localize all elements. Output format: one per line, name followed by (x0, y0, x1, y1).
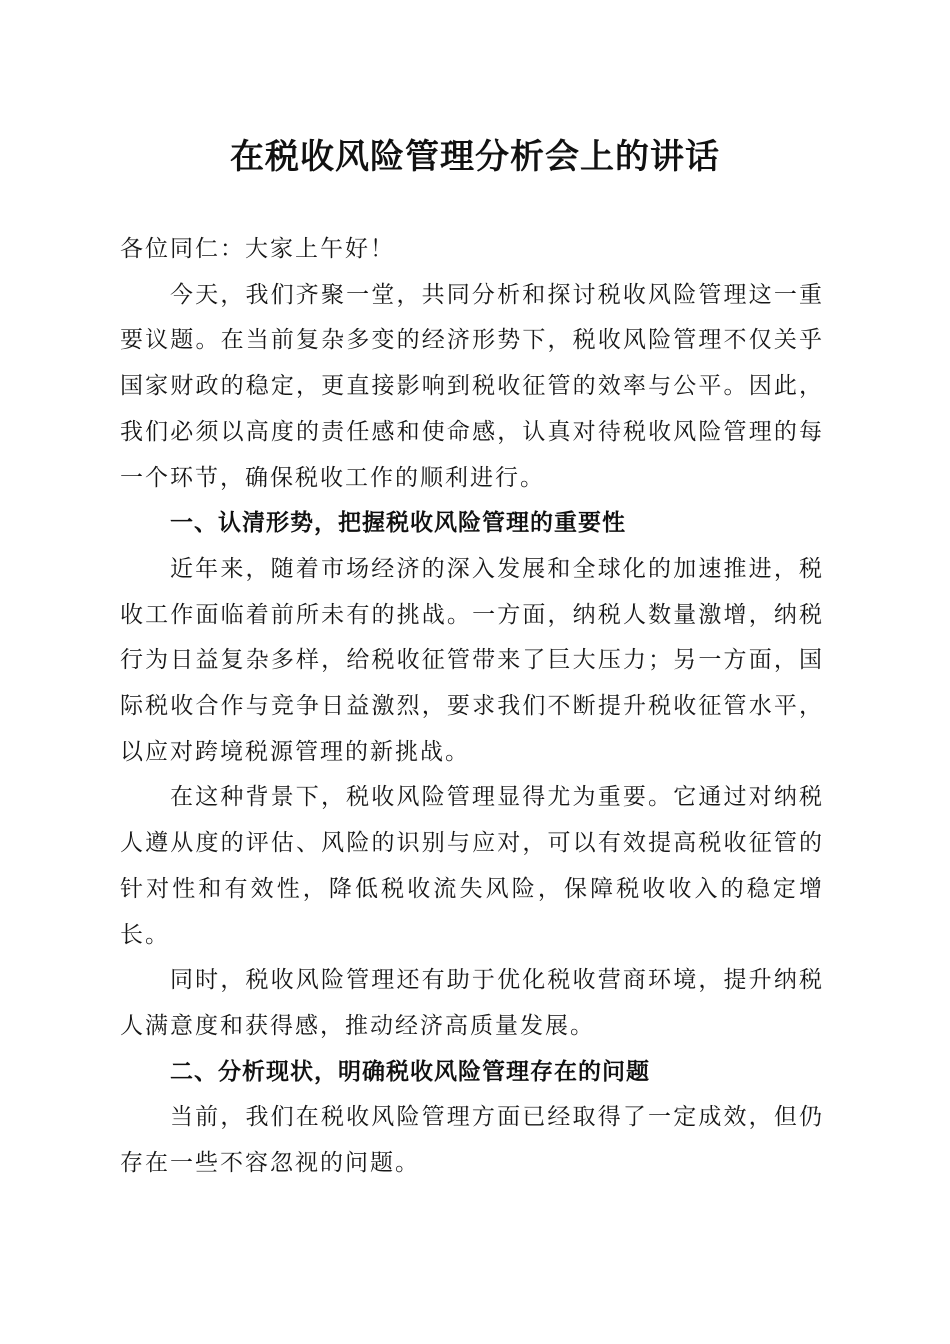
greeting: 各位同仁：大家上午好！ (120, 236, 395, 262)
paragraph-3: 同时，税收风险管理还有助于优化税收营商环境，提升纳税人满意度和获得感，推动经济高质量发展。 (120, 967, 824, 1039)
paragraph-1: 近年来，随着市场经济的深入发展和全球化的加速推进，税收工作面临着前所未有的挑战。一方面，纳税人数量激增，纳税行为日益复杂多样，给税收征管带来了巨大压力；另一方面，国际税收合作与竞争日益激烈，要求我们不断提升税收征管水平，以应对跨境税源管理的新挑战。 (120, 555, 824, 765)
paragraph-intro: 今天，我们齐聚一堂，共同分析和探讨税收风险管理这一重要议题。在当前复杂多变的经济形势下，税收风险管理不仅关乎国家财政的稳定，更直接影响到税收征管的效率与公平。因此，我们必须以高度的责任感和使命感，认真对待税收风险管理的每一个环节，确保税收工作的顺利进行。 (120, 281, 824, 491)
document-body (120, 227, 824, 1187)
paragraph-2: 在这种背景下，税收风险管理显得尤为重要。它通过对纳税人遵从度的评估、风险的识别与应对，可以有效提高税收征管的针对性和有效性，降低税收流失风险，保障税收收入的稳定增长。 (120, 784, 824, 948)
document-title: 在税收风险管理分析会上的讲话 (230, 137, 720, 177)
paragraph-4: 当前，我们在税收风险管理方面已经取得了一定成效，但仍存在一些不容忽视的问题。 (120, 1104, 824, 1177)
section-heading-1: 一、认清形势，把握税收风险管理的重要性 (170, 510, 626, 537)
section-heading-2: 二、分析现状，明确税收风险管理存在的问题 (170, 1058, 650, 1085)
